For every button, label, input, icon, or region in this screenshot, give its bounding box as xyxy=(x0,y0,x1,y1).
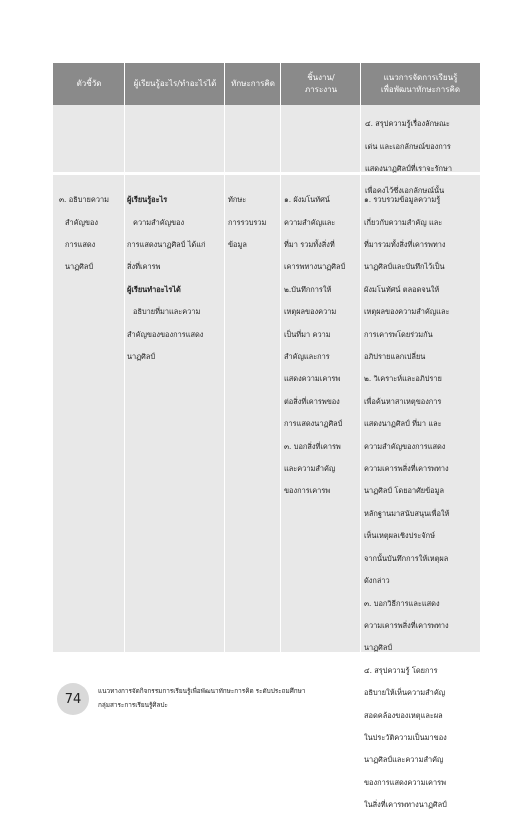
text-line: ดังกล่าว xyxy=(364,576,390,586)
column-divider xyxy=(360,63,361,652)
text-line: นาฏศิลป์ xyxy=(364,643,393,653)
text-line: ๔. สรุปความรู้เรื่องลักษณะ xyxy=(365,119,450,129)
row2-approach-cell xyxy=(364,183,479,810)
column-divider xyxy=(280,63,281,652)
text-line: นาฏศิลป์ xyxy=(127,352,156,362)
text-line: การเคารพโดยร่วมกัน xyxy=(364,329,433,339)
text-line: การแสดงนาฏศิลป์ ได้แก่ xyxy=(127,240,206,250)
text-line: ๓. อธิบายความ xyxy=(59,195,109,205)
text-line: นาฏศิลป์และความสำคัญ xyxy=(364,755,444,765)
header-learn-what: ผู้เรียนรู้อะไร/ทำอะไรได้ xyxy=(133,79,217,88)
column-divider xyxy=(224,63,225,652)
text-line: อธิบายที่มาและความ xyxy=(133,307,201,317)
row2-workpiece-cell xyxy=(284,183,360,496)
row2-indicator-cell xyxy=(59,183,123,272)
text-line: เหตุผลของความสำคัญและ xyxy=(364,307,450,317)
text-line: ความสำคัญของ xyxy=(133,217,185,227)
text-line: ๑. รวบรวมข้อมูลความรู้ xyxy=(364,195,441,205)
row1-approach-cell xyxy=(365,107,479,196)
column-divider xyxy=(124,63,125,652)
text-line: สอดคล้องของเหตุและผล xyxy=(364,710,443,720)
header-workpiece: ชิ้นงาน/ ภาระงาน xyxy=(304,73,338,94)
header-indicator: ตัวชี้วัด xyxy=(76,79,102,88)
text-line: อภิปรายแลกเปลี่ยน xyxy=(364,352,426,362)
table-header xyxy=(53,63,480,105)
text-line: เด่น และเอกลักษณ์ของการ xyxy=(365,141,451,151)
text-line: นาฏศิลป์ xyxy=(65,262,94,272)
text-line: เห็นเหตุผลเชิงประจักษ์ xyxy=(364,531,435,541)
text-line: และความสำคัญ xyxy=(284,464,336,474)
footer-subtitle: กลุ่มสาระการเรียนรู้ศิลปะ xyxy=(98,701,168,709)
text-line: ที่มารวมทั้งสิ่งที่เคารพทาง xyxy=(364,240,446,250)
text-line: ๓. บอกสิ่งที่เคารพ xyxy=(284,441,341,451)
text-line: ความสำคัญของการแสดง xyxy=(364,441,446,451)
text-line: ๑. ผังมโนทัศน์ xyxy=(284,195,330,205)
text-line: อธิบายให้เห็นความสำคัญ xyxy=(364,688,446,698)
text-line: จากนั้นบันทึกการให้เหตุผล xyxy=(364,553,449,563)
row2-learning-cell xyxy=(127,183,224,362)
text-line: ในประวัติความเป็นมาของ xyxy=(364,732,447,742)
text-line: สำคัญของของการแสดง xyxy=(127,329,204,339)
text-line: ๔. สรุปความรู้ โดยการ xyxy=(364,665,438,675)
text-line: การแสดง xyxy=(65,240,96,250)
header-learning-approach: แนวการจัดการเรียนรู้ เพื่อพัฒนาทักษะการคิด xyxy=(380,73,461,94)
text-line: หลักฐานมาสนับสนุนเพื่อให้ xyxy=(364,508,450,518)
text-line: เคารพทางนาฏศิลป์ xyxy=(284,262,346,272)
text-line: ความเคารพสิ่งที่เคารพทาง xyxy=(364,620,449,630)
text-line: เพื่อคงไว้ซึ่งเอกลักษณ์นั้น xyxy=(365,186,445,196)
text-line: เกี่ยวกับความสำคัญ และ xyxy=(364,217,443,227)
page-number: 74 xyxy=(57,683,89,715)
row2-skill-cell xyxy=(228,183,280,250)
text-line: ของการแสดงความเคารพ xyxy=(364,777,446,787)
know-title: ผู้เรียนรู้อะไร xyxy=(127,195,168,205)
text-line: เพื่อค้นหาสาเหตุของการ xyxy=(364,396,442,406)
text-line: นาฏศิลป์ โดยอาศัยข้อมูล xyxy=(364,486,445,496)
text-line: การรวบรวม xyxy=(228,217,267,227)
text-line: ผังมโนทัศน์ ตลอดจนให้ xyxy=(364,284,440,294)
text-line: ต่อสิ่งที่เคารพของ xyxy=(284,396,340,406)
text-line: แสดงนาฏศิลป์ที่เราจะรักษา xyxy=(365,164,453,174)
text-line: สำคัญของ xyxy=(65,217,99,227)
text-line: ความสำคัญและ xyxy=(284,217,336,227)
text-line: ที่มา รวมทั้งสิ่งที่ xyxy=(284,240,335,250)
text-line: สำคัญและการ xyxy=(284,352,330,362)
text-line: แสดงนาฏศิลป์ ที่มา และ xyxy=(364,419,442,429)
text-line: การแสดงนาฏศิลป์ xyxy=(284,419,343,429)
text-line: ทักษะ xyxy=(228,195,247,205)
text-line: ๒. วิเคราะห์และอภิปราย xyxy=(364,374,442,384)
footer-title: แนวทางการจัดกิจกรรมการเรียนรู้เพื่อพัฒนาทักษะการคิด ระดับประถมศึกษา xyxy=(98,687,306,695)
text-line: แสดงความเคารพ xyxy=(284,374,341,384)
text-line: ๓. บอกวิธีการและแสดง xyxy=(364,598,440,608)
header-thinking-skill: ทักษะการคิด xyxy=(231,79,275,88)
text-line: ข้อมูล xyxy=(228,240,247,250)
text-line: ความเคารพสิ่งที่เคารพทาง xyxy=(364,464,449,474)
text-line: นาฏศิลป์และบันทึกไว้เป็น xyxy=(364,262,445,272)
text-line: สิ่งที่เคารพ xyxy=(127,262,161,272)
text-line: เป็นที่มา ความ xyxy=(284,329,331,339)
text-line: ของการเคารพ xyxy=(284,486,331,496)
do-title: ผู้เรียนทำอะไรได้ xyxy=(127,284,181,294)
text-line: ๒.บันทึกการให้ xyxy=(284,284,332,294)
text-line: ในสิ่งที่เคารพทางนาฏศิลป์ xyxy=(364,800,447,810)
text-line: เหตุผลของความ xyxy=(284,307,337,317)
